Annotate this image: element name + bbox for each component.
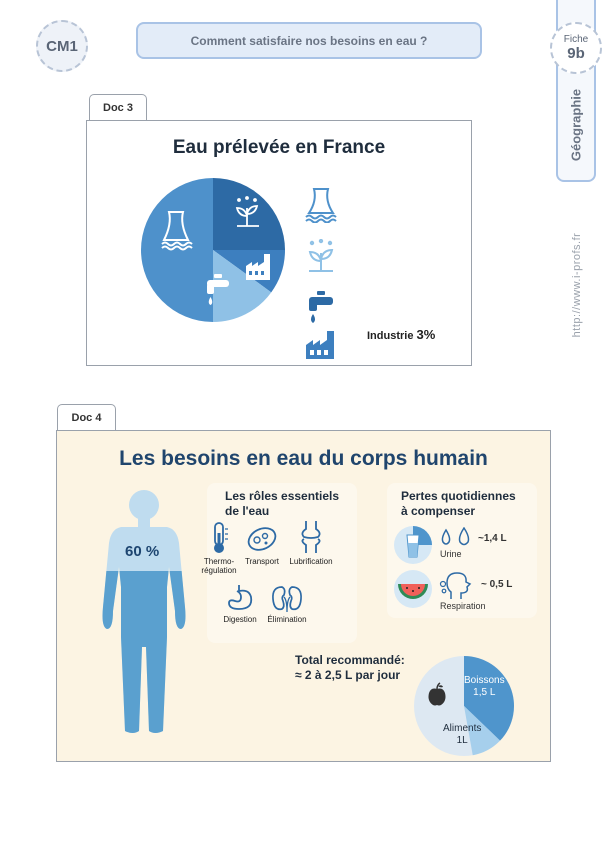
doc3-title: Eau prélevée en France: [172, 137, 386, 158]
role-thermo-line1: Thermo-: [203, 557, 235, 566]
legend-tap-icon: [303, 289, 339, 325]
water-glass-icon: [393, 525, 433, 565]
subject-label: Géographie: [568, 88, 584, 162]
total-line2: ≈ 2 à 2,5 L par jour: [295, 668, 401, 682]
drinks-amount: 1,5 L: [473, 687, 496, 698]
total-recommended: [295, 653, 405, 683]
losses-heading: [401, 489, 516, 519]
respiration-label: Respiration: [440, 601, 486, 611]
legend-power-plant-icon: [303, 187, 339, 223]
roles-heading-line1: Les rôles essentiels: [225, 489, 340, 503]
food-name: Aliments: [443, 723, 482, 734]
kidneys-icon: [270, 583, 304, 613]
doc4-tab: Doc 4: [57, 404, 116, 431]
breathing-head-icon: [439, 571, 473, 601]
legend-agriculture-icon: [303, 239, 339, 275]
industry-name: Industrie: [367, 330, 414, 342]
urine-label: Urine: [440, 549, 462, 559]
losses-heading-line2: à compenser: [401, 504, 476, 518]
doc3-tab: Doc 3: [89, 94, 147, 121]
page-title: Comment satisfaire nos besoins en eau ?: [136, 22, 482, 59]
role-digestion-label: Digestion: [223, 615, 257, 624]
losses-heading-line1: Pertes quotidiennes: [401, 489, 516, 503]
doc3-panel: [86, 120, 472, 366]
respiration-amount: ~ 0,5 L: [481, 579, 513, 590]
doc4-panel: [56, 430, 551, 762]
water-withdrawal-pie-chart: [139, 176, 287, 324]
fiche-badge: [550, 22, 602, 74]
role-elimination-label: Élimination: [267, 615, 307, 624]
roles-heading-line2: de l'eau: [225, 504, 270, 518]
role-digestion: [217, 583, 263, 624]
cm1-badge: [36, 20, 88, 72]
role-thermo-line2: régulation: [201, 566, 237, 575]
legend-factory-icon: [303, 327, 339, 363]
roles-heading: [225, 489, 339, 519]
website-url: http://www.i-profs.fr: [571, 232, 583, 338]
blood-cell-icon: [246, 523, 278, 555]
role-lubrication-label: Lubrification: [289, 557, 333, 566]
role-transport-label: Transport: [245, 557, 279, 566]
thermometer-icon: [207, 521, 231, 555]
stomach-icon: [225, 583, 255, 613]
joint-icon: [296, 519, 326, 555]
doc4-title: Les besoins en eau du corps humain: [119, 447, 488, 470]
role-lubrication: [285, 519, 337, 566]
industry-percent: 3%: [416, 327, 436, 342]
fiche-number: 9b: [567, 45, 585, 62]
pie-slice-power-plant: [141, 178, 213, 322]
role-thermoregulation: [199, 521, 239, 575]
food-amount: 1L: [456, 735, 468, 746]
role-elimination: [263, 583, 311, 624]
urine-amount: ~1,4 L: [478, 533, 507, 544]
watermelon-icon: [393, 569, 433, 609]
industry-label: [367, 327, 435, 342]
badge-label: CM1: [46, 37, 78, 55]
total-line1: Total recommandé:: [295, 653, 405, 667]
body-water-percent: 60 %: [125, 543, 160, 560]
pie-label-drinks: [464, 675, 505, 699]
human-body-figure: [99, 487, 189, 737]
pie-label-food: [443, 723, 481, 747]
fiche-label: Fiche: [563, 34, 589, 45]
water-drops-icon: [439, 527, 473, 547]
drinks-name: Boissons: [464, 675, 505, 686]
role-transport: [242, 523, 282, 566]
